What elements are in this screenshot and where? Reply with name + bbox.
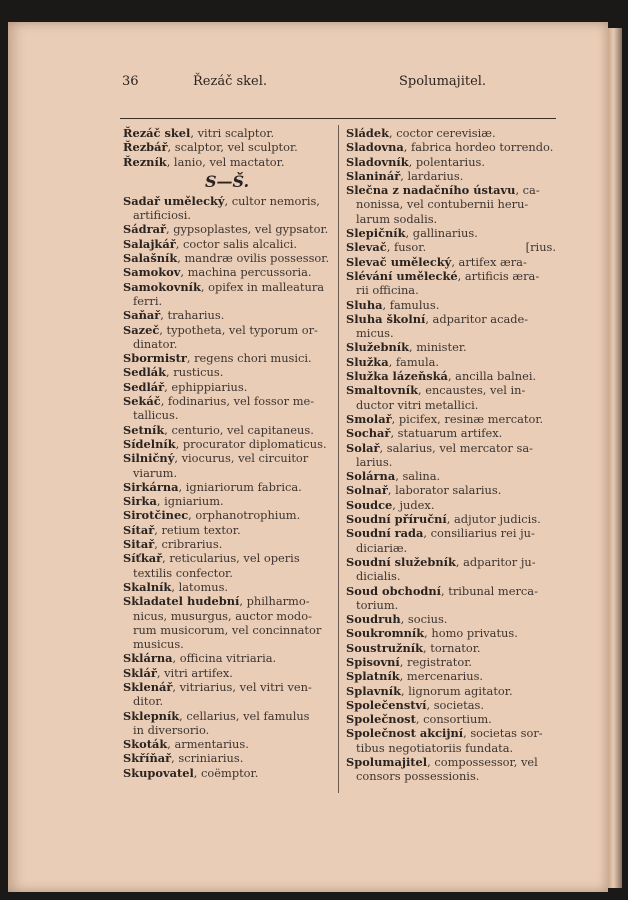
entry-gloss: , societas sor- <box>463 726 543 741</box>
entry-gloss: , philharmo- <box>239 594 310 609</box>
dictionary-entry <box>346 140 556 154</box>
entry-gloss: , homo privatus. <box>424 626 518 641</box>
entry-headword: Sadař umělecký <box>123 193 225 208</box>
dictionary-entry <box>123 751 331 765</box>
entry-continuation: larius. <box>356 454 393 469</box>
entry-gloss: , coctor cerevisiæ. <box>389 126 496 140</box>
dictionary-entry <box>346 240 556 254</box>
dictionary-entry <box>346 126 556 140</box>
dictionary-entry <box>346 340 556 354</box>
entry-continuation: micus. <box>356 326 394 341</box>
left-running-head: Řezáč skel. <box>193 74 268 89</box>
dictionary-entry <box>346 298 556 312</box>
entry-headword: Slečna z nadačního ústavu <box>346 183 516 198</box>
entry-headword: Soukromník <box>346 626 425 641</box>
dictionary-entry <box>123 766 331 780</box>
entry-continuation: tallicus. <box>133 408 179 423</box>
entry-headword: Sladovník <box>346 154 409 169</box>
dictionary-entry <box>123 594 331 651</box>
entry-headword: Služebník <box>346 340 410 355</box>
entry-gloss: , vitri artifex. <box>156 665 233 680</box>
entry-gloss: , compossessor, vel <box>427 755 538 770</box>
entry-carryover: [rius. <box>525 240 556 255</box>
dictionary-entry <box>123 140 331 154</box>
entry-continuation: consors possessionis. <box>356 769 480 784</box>
entry-headword: Slévání umělecké <box>346 268 458 283</box>
dictionary-entry <box>123 365 331 379</box>
dictionary-entry <box>346 312 556 341</box>
entry-gloss: , artificis æra- <box>457 268 540 283</box>
dictionary-entry <box>123 308 331 322</box>
entry-gloss: , igniariorum fabrica. <box>178 479 302 494</box>
entry-gloss: , registrator. <box>399 654 473 669</box>
dictionary-entry <box>346 526 556 555</box>
dictionary-entry <box>346 498 556 512</box>
entry-gloss: , consiliarius rei ju- <box>423 526 535 541</box>
entry-headword: Samokov <box>123 265 181 280</box>
entry-headword: Smolař <box>346 411 392 426</box>
page-edge <box>608 28 622 888</box>
entry-gloss: , opifex in malleatura <box>200 279 325 294</box>
entry-headword: Sklárna <box>123 651 173 666</box>
entry-gloss: , salina. <box>395 469 441 484</box>
entry-continuation: musicus. <box>133 637 184 652</box>
entry-gloss: , cribrarius. <box>154 537 223 552</box>
section-heading: S—Š. <box>204 171 250 191</box>
entry-continuation: ditor. <box>133 694 164 709</box>
entry-gloss: , ancilla balnei. <box>447 369 537 384</box>
dictionary-entry <box>123 194 331 223</box>
dictionary-entry <box>346 412 556 426</box>
entry-headword: Splatník <box>346 669 400 684</box>
entry-headword: Sitař <box>123 537 155 552</box>
dictionary-entry <box>346 584 556 613</box>
entry-headword: Řezník <box>123 154 167 169</box>
entry-headword: Sekáč <box>123 394 161 409</box>
dictionary-entry <box>123 551 331 580</box>
entry-headword: Silničný <box>123 451 175 466</box>
entry-headword: Soudce <box>346 497 393 512</box>
entry-headword: Slaninář <box>346 168 401 183</box>
entry-headword: Soudní služebník <box>346 554 456 569</box>
entry-gloss: , regens chori musici. <box>186 351 312 366</box>
entry-continuation: nonissa, vel contubernii heru- <box>356 197 529 212</box>
dictionary-entry <box>123 237 331 251</box>
entry-gloss: , orphanotrophium. <box>188 508 301 523</box>
entry-continuation: nicus, musurgus, auctor modo- <box>133 608 312 623</box>
dictionary-entry <box>123 155 331 169</box>
entry-gloss: , vitri scalptor. <box>190 126 275 140</box>
entry-gloss: , viocurus, vel circuitor <box>174 451 309 466</box>
entry-headword: Slepičník <box>346 226 406 241</box>
entry-headword: Solař <box>346 440 380 455</box>
entry-headword: Sedlář <box>123 379 165 394</box>
entry-gloss: , reticularius, vel operis <box>162 551 300 566</box>
entry-continuation: tibus negotiatoriis fundata. <box>356 740 514 755</box>
dictionary-entry <box>123 580 331 594</box>
dictionary-entry <box>346 383 556 412</box>
entry-continuation: diciariæ. <box>356 540 408 555</box>
entry-headword: Solárna <box>346 469 396 484</box>
dictionary-entry <box>346 555 556 584</box>
entry-headword: Spolumajitel <box>346 755 428 770</box>
entry-headword: Sirotčinec <box>123 508 189 523</box>
left-column <box>123 126 331 780</box>
dictionary-entry <box>346 441 556 470</box>
entry-gloss: , machina percussoria. <box>180 265 312 280</box>
dictionary-entry <box>123 394 331 423</box>
entry-continuation: viarum. <box>133 465 178 480</box>
entry-headword: Skupovatel <box>123 765 194 780</box>
entry-headword: Řezbář <box>123 140 168 155</box>
entry-headword: Splavník <box>346 683 402 698</box>
entry-gloss: , statuarum artifex. <box>390 426 503 441</box>
entry-headword: Sladovna <box>346 140 404 155</box>
entry-headword: Solnař <box>346 483 388 498</box>
entry-gloss: , encaustes, vel in- <box>417 383 526 398</box>
entry-headword: Sklenář <box>123 679 173 694</box>
dictionary-entry <box>346 612 556 626</box>
dictionary-entry <box>123 651 331 665</box>
entry-headword: Slevač umělecký <box>346 254 452 269</box>
entry-headword: Sídelník <box>123 436 176 451</box>
entry-headword: Sochař <box>346 426 391 441</box>
entry-gloss: , adparitor acade- <box>425 311 529 326</box>
dictionary-entry <box>346 641 556 655</box>
dictionary-entry <box>346 755 556 784</box>
dictionary-entry <box>123 351 331 365</box>
entry-headword: Sirkárna <box>123 479 179 494</box>
dictionary-entry <box>346 626 556 640</box>
entry-gloss: , officina vitriaria. <box>172 651 277 666</box>
entry-headword: Sádrař <box>123 222 166 237</box>
entry-headword: Soudruh <box>346 612 401 627</box>
right-running-head: Spolumajitel. <box>399 74 487 89</box>
entry-gloss: , cultor nemoris, <box>224 193 320 208</box>
dictionary-entry <box>123 680 331 709</box>
entry-headword: Saňař <box>123 308 161 323</box>
entry-headword: Skladatel hudební <box>123 594 240 609</box>
entry-headword: Sirka <box>123 494 157 509</box>
entry-gloss: , adparitor ju- <box>455 554 536 569</box>
entry-headword: Smaltovník <box>346 383 418 398</box>
dictionary-entry <box>123 222 331 236</box>
entry-gloss: , mercenarius. <box>399 669 484 684</box>
dictionary-entry <box>123 523 331 537</box>
entry-headword: Salašník <box>123 251 178 266</box>
right-column <box>346 126 556 784</box>
entry-gloss: , minister. <box>409 340 467 355</box>
dictionary-entry <box>346 726 556 755</box>
dictionary-entry <box>123 537 331 551</box>
entry-gloss: , gypsoplastes, vel gypsator. <box>165 222 329 237</box>
entry-headword: Sedlák <box>123 365 167 380</box>
entry-gloss: , rusticus. <box>166 365 224 380</box>
entry-headword: Společnost <box>346 712 416 727</box>
entry-gloss: , societas. <box>426 697 484 712</box>
dictionary-entry <box>346 469 556 483</box>
dictionary-entry <box>123 737 331 751</box>
entry-gloss: , laborator salarius. <box>387 483 502 498</box>
dictionary-entry <box>346 698 556 712</box>
entry-headword: Soud obchodní <box>346 583 441 598</box>
dictionary-entry <box>123 709 331 738</box>
entry-continuation: dicialis. <box>356 569 401 584</box>
entry-gloss: , lanio, vel mactator. <box>166 154 285 169</box>
entry-headword: Skříňař <box>123 751 172 766</box>
entry-gloss: , famulus. <box>382 297 440 312</box>
entry-headword: Setník <box>123 422 165 437</box>
entry-headword: Salajkář <box>123 236 176 251</box>
entry-headword: Společenství <box>346 697 427 712</box>
entry-gloss: , ca- <box>515 183 540 198</box>
dictionary-entry <box>346 426 556 440</box>
dictionary-entry <box>346 226 556 240</box>
header-rule <box>120 118 556 119</box>
entry-gloss: , consortium. <box>415 712 492 727</box>
dictionary-entry <box>346 183 556 226</box>
entry-gloss: , procurator diplomaticus. <box>175 436 327 451</box>
entry-headword: Služka <box>346 354 389 369</box>
dictionary-entry <box>123 451 331 480</box>
entry-continuation: dinator. <box>133 336 178 351</box>
dictionary-entry <box>346 355 556 369</box>
entry-headword: Společnost akcijní <box>346 726 464 741</box>
dictionary-entry <box>123 423 331 437</box>
dictionary-entry <box>346 483 556 497</box>
entry-gloss: , fabrica hordeo torrendo. <box>403 140 554 155</box>
entry-headword: Služka lázeňská <box>346 369 448 384</box>
dictionary-entry <box>123 126 331 140</box>
entry-continuation: textilis confector. <box>133 565 233 580</box>
entry-gloss: , gallinarius. <box>405 226 478 241</box>
entry-gloss: , retium textor. <box>154 522 241 537</box>
dictionary-entry <box>346 684 556 698</box>
dictionary-entry <box>346 512 556 526</box>
entry-headword: Sklepník <box>123 708 180 723</box>
dictionary-entry <box>346 669 556 683</box>
entry-continuation: larum sodalis. <box>356 211 438 226</box>
column-divider <box>338 125 339 793</box>
entry-headword: Sazeč <box>123 322 160 337</box>
entry-headword: Spisovní <box>346 654 400 669</box>
dictionary-entry <box>123 666 331 680</box>
dictionary-entry <box>346 712 556 726</box>
entry-headword: Síťkař <box>123 551 163 566</box>
entry-headword: Skoták <box>123 737 168 752</box>
entry-gloss: , adjutor judicis. <box>446 512 541 527</box>
entry-continuation: torium. <box>356 597 399 612</box>
entry-gloss: , vitriarius, vel vitri ven- <box>172 679 312 694</box>
dictionary-entry <box>346 369 556 383</box>
entry-headword: Skalník <box>123 579 172 594</box>
dictionary-entry <box>346 655 556 669</box>
page-number: 36 <box>122 74 139 89</box>
entry-headword: Sbormistr <box>123 351 187 366</box>
entry-continuation: artificiosi. <box>133 208 192 223</box>
entry-continuation: rii officina. <box>356 283 419 298</box>
entry-gloss: , igniarium. <box>156 494 224 509</box>
entry-gloss: , lardarius. <box>400 168 464 183</box>
entry-headword: Soudní příruční <box>346 512 447 527</box>
dictionary-entry <box>346 255 556 269</box>
entry-gloss: , famula. <box>388 354 440 369</box>
entry-continuation: in diversorio. <box>133 722 210 737</box>
dictionary-entry <box>123 494 331 508</box>
entry-headword: Sítař <box>123 522 155 537</box>
entry-headword: Soudní rada <box>346 526 424 541</box>
entry-continuation: ductor vitri metallici. <box>356 397 479 412</box>
entry-gloss: , polentarius. <box>408 154 485 169</box>
entry-headword: Samokovník <box>123 279 201 294</box>
dictionary-entry <box>123 265 331 279</box>
entry-gloss: , armentarius. <box>167 737 249 752</box>
entry-gloss: , judex. <box>392 497 435 512</box>
dictionary-entry <box>123 508 331 522</box>
dictionary-entry <box>346 269 556 298</box>
entry-gloss: , tribunal merca- <box>441 583 538 598</box>
entry-gloss: , cellarius, vel famulus <box>179 708 310 723</box>
entry-gloss: , picifex, resinæ mercator. <box>391 411 544 426</box>
dictionary-entry <box>123 323 331 352</box>
entry-gloss: , coctor salis alcalici. <box>175 236 298 251</box>
entry-headword: Sluha školní <box>346 311 426 326</box>
entry-headword: Slevač <box>346 240 387 255</box>
entry-continuation: ferri. <box>133 293 163 308</box>
dictionary-entry <box>123 280 331 309</box>
entry-gloss: , scalptor, vel sculptor. <box>167 140 298 155</box>
dictionary-entry <box>123 251 331 265</box>
entry-continuation: rum musicorum, vel concinnator <box>133 622 322 637</box>
entry-headword: Soustružník <box>346 640 424 655</box>
entry-headword: Řezáč skel <box>123 126 191 140</box>
entry-gloss: , tornator. <box>423 640 481 655</box>
entry-gloss: , scriniarius. <box>171 751 244 766</box>
dictionary-entry <box>346 155 556 169</box>
entry-headword: Sluha <box>346 297 383 312</box>
entry-headword: Sklář <box>123 665 157 680</box>
entry-gloss: , mandræ ovilis possessor. <box>177 251 330 266</box>
entry-gloss: , latomus. <box>171 579 229 594</box>
entry-headword: Sládek <box>346 126 390 140</box>
dictionary-entry <box>346 169 556 183</box>
entry-gloss: , fusor. <box>386 240 427 255</box>
entry-gloss: , socius. <box>400 612 448 627</box>
entry-gloss: , traharius. <box>160 308 225 323</box>
entry-gloss: , fodinarius, vel fossor me- <box>160 394 315 409</box>
entry-gloss: , salarius, vel mercator sa- <box>379 440 533 455</box>
entry-gloss: , lignorum agitator. <box>401 683 513 698</box>
entry-gloss: , centurio, vel capitaneus. <box>164 422 314 437</box>
entry-gloss: , artifex æra- <box>451 254 527 269</box>
dictionary-entry <box>123 480 331 494</box>
entry-gloss: , typotheta, vel typorum or- <box>159 322 318 337</box>
dictionary-entry <box>123 380 331 394</box>
entry-gloss: , coëmptor. <box>193 765 259 780</box>
dictionary-entry <box>123 437 331 451</box>
entry-gloss: , ephippiarius. <box>164 379 248 394</box>
